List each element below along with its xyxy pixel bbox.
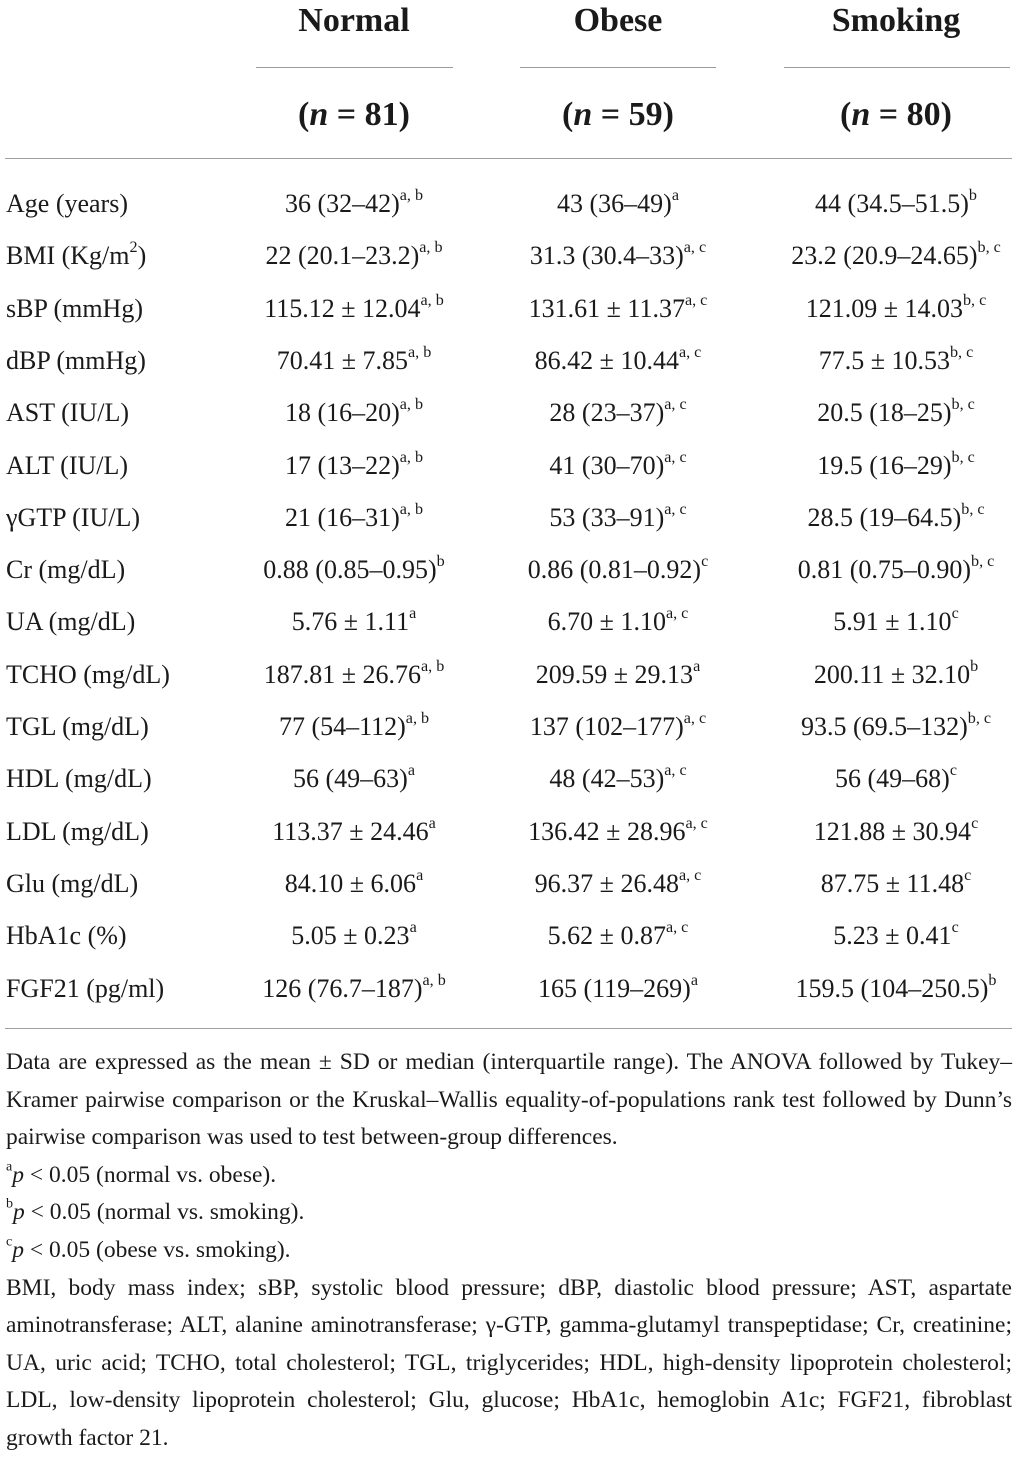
table-cell: $86.42 \pm 10.44^{a, c}$ [534,343,702,375]
column-header-underline [784,67,1010,68]
row-label: TGL (mg/dL) [6,712,149,741]
table-row [0,701,1017,753]
table-row [0,440,1017,492]
header-divider [5,158,1012,159]
table-row [0,858,1017,910]
table-cell: 5.05 ± 0.23$^a$ [291,919,417,951]
column-n-normal: (n = 81) [298,96,410,133]
table-cell: 5.76 ± 1.11$^a$ [291,605,417,637]
row-label: ALT (IU/L) [6,450,129,480]
table-row [0,963,1017,1015]
table-row [0,178,1017,230]
table-cell: 17 $(13-22)^{a, b}$ [284,448,424,480]
table-row [0,492,1017,544]
table-cell: $70.41 \pm 7.85^{a, b}$ [276,343,432,375]
table-cell: 0.81 $(0.75-0.90)^{b, c}$ [797,553,995,585]
table-cell: $5.62 \pm 0.87^{a, c}$ [547,919,689,951]
row-label: Cr (mg/dL) [6,555,126,585]
table-cell: 19.5 $(16-29)^{b, c}$ [817,448,975,480]
table-row [0,910,1017,962]
row-label: FGF21 (pg/ml) [6,973,165,1003]
table-cell: 28 $(23-37)^{a, c}$ [549,396,687,428]
table-cell: 209.59 ± 29.13$^a$ [535,657,701,689]
table-cell: 44 $(34.5-51.5)^b$ [815,186,977,218]
table-cell: $96.37 \pm 26.48^{a, c}$ [534,866,702,898]
column-header-underline [256,67,453,68]
table-cell: 5.23 ± 0.41$^c$ [833,919,959,951]
column-n-obese: (n = 59) [562,96,674,133]
table-cell: $187.81 \pm 26.76^{a, b}$ [263,657,445,689]
table-cell: 18 $(16-20)^{a, b}$ [284,396,424,428]
table-cell: 22 $(20.1-23.2)^{a, b}$ [265,239,443,271]
table-cell: 53 $(33-91)^{a, c}$ [549,500,687,532]
table-row [0,283,1017,335]
table-cell: 0.86 $(0.81-0.92)^c$ [527,553,709,585]
table-cell: 41 $(30-70)^{a, c}$ [549,448,687,480]
row-label: sBP (mmHg) [6,293,143,323]
table-cell: 87.75 ± 11.48$^c$ [820,866,972,898]
table-cell: 36 $(32-42)^{a, b}$ [284,186,424,218]
footnote-c: $^c$p < 0.05 (obese vs. smoking). [6,1233,291,1263]
table-row [0,649,1017,701]
table-cell: 23.2 $(20.9-24.65)^{b, c}$ [791,239,1001,271]
table-row [0,230,1017,282]
table-cell: 113.37 ± 24.46$^a$ [272,814,436,846]
table-cell: 159.5 $(104-250.5)^b$ [795,971,997,1003]
table-cell: 137 $(102-177)^{a, c}$ [529,709,707,741]
table-cell: $121.09 \pm 14.03^{b, c}$ [805,291,987,323]
table-cell: 165 $(119-269)^a$ [537,971,698,1003]
row-label: UA (mg/dL) [6,607,136,637]
table-cell: 56 $(49-63)^a$ [293,762,415,794]
table-cell: $131.61 \pm 11.37^{a, c}$ [528,291,708,323]
column-header-smoking: Smoking [831,2,961,39]
table-row [0,596,1017,648]
table-cell: 28.5 $(19-64.5)^{b, c}$ [807,500,985,532]
column-header-underline [520,67,716,68]
row-label: LDL (mg/dL) [6,816,149,846]
table-cell: 5.91 ± 1.10$^c$ [833,605,959,637]
row-label: γGTP (IU/L) [6,502,140,532]
table-cell: 0.88 $(0.85-0.95)^b$ [263,553,445,585]
table-row [0,544,1017,596]
row-label: BMI $(Kg/m^2)$ [6,239,147,271]
table-cell: 43 $(36-49)^a$ [557,186,679,218]
row-label: Glu (mg/dL) [6,868,139,898]
table-notes [6,1044,1012,1458]
column-header-normal: Normal [298,2,410,39]
footer-divider [5,1028,1012,1029]
table-row [0,335,1017,387]
row-label: Age (years) [6,189,128,218]
table-cell: $77.5 \pm 10.53^{b, c}$ [818,343,974,375]
table-cell: 200.11 ± 32.10$^b$ [813,657,979,689]
footnote-a: $^a$p < 0.05 (normal vs. obese). [6,1158,277,1188]
table-cell: $115.12 \pm 12.04^{a, b}$ [264,291,444,323]
table-row [0,806,1017,858]
table-cell: 48 $(42-53)^{a, c}$ [549,762,687,794]
row-label: AST (IU/L) [6,398,130,428]
row-label: HbA1c (%) [6,921,127,951]
table-cell: 121.88 ± 30.94$^c$ [813,814,979,846]
column-header-obese: Obese [573,2,663,39]
notes-abbreviations: BMI, body mass index; sBP, systolic blood pressure; dBP, diastolic blood pressure; AST, aspartate aminotransferase; ALT, alanine aminotransferase; γ-GTP, gamma-glutamyl transpeptidase; Cr, creatinine; UA, uric acid; TCHO, total cholesterol; TGL, triglycerides; HDL, high-density lipoprotein cholesterol; LDL, low-density lipoprotein cholesterol; Glu, glucose; HbA1c, hemoglobin A1c; FGF21, fibroblast growth factor 21. [6,1274,1012,1451]
table-cell: 21 $(16-31)^{a, b}$ [284,500,424,532]
table-row [0,387,1017,439]
table-cell: 126 $(76.7-187)^{a, b}$ [262,971,446,1003]
table-cell: 20.5 $(18-25)^{b, c}$ [817,396,975,428]
table-cell: $136.42 \pm 28.96^{a, c}$ [528,814,708,846]
footnote-b: $^b$p < 0.05 (normal vs. smoking). [6,1196,305,1226]
table-cell: 77 $(54-112)^{a, b}$ [278,709,430,741]
table-cell: 31.3 $(30.4-33)^{a, c}$ [529,239,707,271]
notes-intro: Data are expressed as the mean ± SD or median (interquartile range). The ANOVA followed by Tukey–Kramer pairwise comparison or the Kruskal–Wallis equality-of-populations rank test followed by Dunn’s pairwise comparison was used to test between-group differences. [6,1049,1012,1151]
table-cell: $6.70 \pm 1.10^{a, c}$ [547,605,689,637]
column-n-smoking: (n = 80) [840,96,952,133]
table-cell: 84.10 ± 6.06$^a$ [284,866,424,898]
table-cell: 56 $(49-68)^c$ [835,762,957,794]
table-cell: 93.5 $(69.5-132)^{b, c}$ [800,709,992,741]
row-label: TCHO (mg/dL) [6,659,170,689]
table-row [0,753,1017,805]
row-label: dBP (mmHg) [6,345,146,375]
row-label: HDL (mg/dL) [6,764,152,794]
